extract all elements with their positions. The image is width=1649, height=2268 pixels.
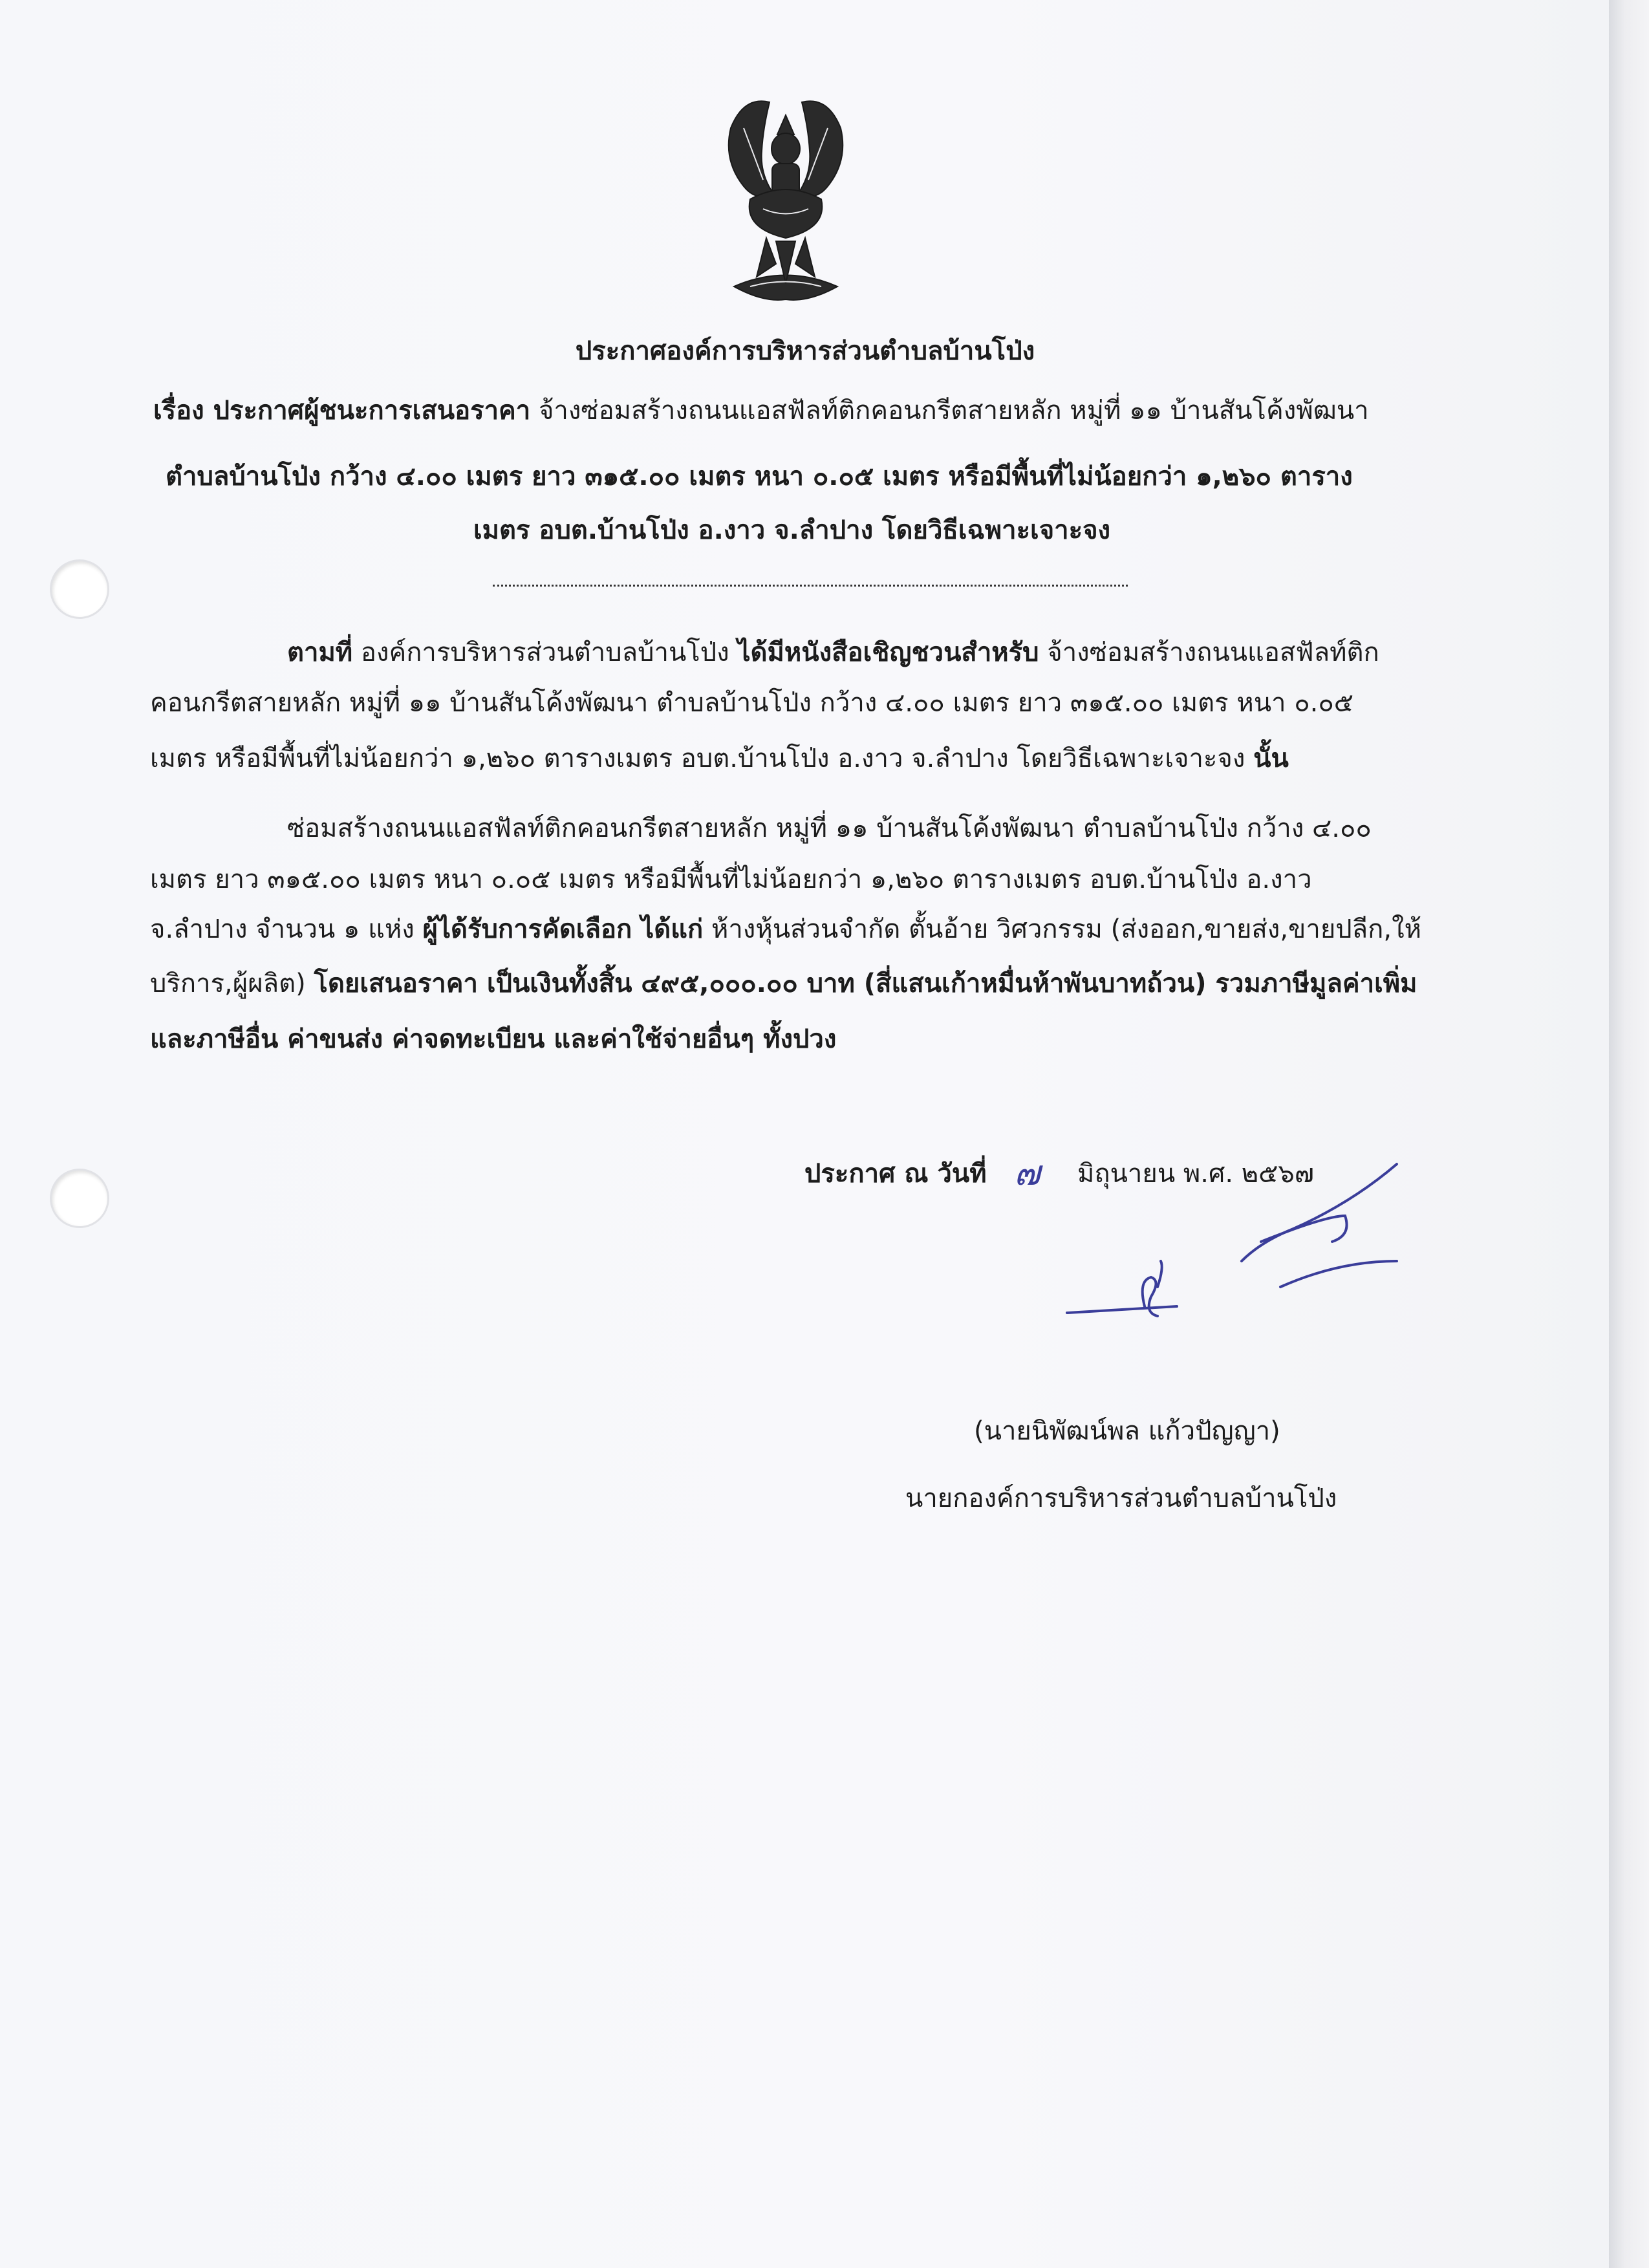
- p2-company-type: บริการ,ผู้ผลิต): [150, 969, 306, 999]
- punch-hole-bottom: [52, 1171, 107, 1226]
- subject-line-1-text: จ้างซ่อมสร้างถนนแอสฟัลท์ติกคอนกรีตสายหลัก หมู่ที่ ๑๑ บ้านสันโค้งพัฒนา: [538, 396, 1369, 426]
- p1-line-3-text: เมตร หรือมีพื้นที่ไม่น้อยกว่า ๑,๒๖๐ ตารางเมตร อบต.บ้านโป่ง อ.งาว จ.ลำปาง โดยวิธีเฉพาะเจาะจง: [150, 744, 1245, 773]
- paragraph-1-line-2: คอนกรีตสายหลัก หมู่ที่ ๑๑ บ้านสันโค้งพัฒนา ตำบลบ้านโป่ง กว้าง ๔.๐๐ เมตร ยาว ๓๑๕.๐๐ เมตร หนา ๐.๐๕: [150, 688, 1354, 718]
- paragraph-1-line-3: [150, 742, 1289, 775]
- p2-count: จ.ลำปาง จำนวน ๑ แห่ง: [150, 914, 415, 944]
- paragraph-2-line-5: และภาษีอื่น ค่าขนส่ง ค่าจดทะเบียน และค่าใช้จ่ายอื่นๆ ทั้งปวง: [150, 1024, 837, 1054]
- subject-line-1: [153, 394, 1369, 427]
- subject-label: เรื่อง ประกาศผู้ชนะการเสนอราคา: [153, 396, 531, 426]
- handwritten-day: ๗: [1014, 1152, 1040, 1193]
- subject-line-3: เมตร อบต.บ้านโป่ง อ.งาว จ.ลำปาง โดยวิธีเฉพาะเจาะจง: [473, 515, 1111, 545]
- punch-hole-top: [52, 561, 107, 617]
- p2-price: โดยเสนอราคา เป็นเงินทั้งสิ้น ๔๙๕,๐๐๐.๐๐ บาท (สี่แสนเก้าหมื่นห้าพันบาทถ้วน) รวมภาษีมูลค่าเพิ่ม: [314, 969, 1417, 999]
- p1-org: องค์การบริหารส่วนตำบลบ้านโป่ง: [360, 638, 729, 667]
- garuda-emblem-icon: [705, 89, 867, 319]
- paragraph-2-line-1: ซ่อมสร้างถนนแอสฟัลท์ติกคอนกรีตสายหลัก หมู่ที่ ๑๑ บ้านสันโค้งพัฒนา ตำบลบ้านโป่ง กว้าง ๔.๐๐: [287, 814, 1372, 843]
- signature-icon: [1048, 1151, 1410, 1339]
- p2-selected-label: ผู้ได้รับการคัดเลือก ได้แก่: [422, 914, 704, 944]
- p1-lead: ตามที่: [287, 638, 353, 667]
- page-edge-shadow: [1609, 0, 1649, 2268]
- p1-project: จ้างซ่อมสร้างถนนแอสฟัลท์ติก: [1047, 638, 1379, 667]
- p1-end: นั้น: [1253, 744, 1289, 773]
- paragraph-2-line-3: [150, 913, 1421, 945]
- announce-month-year: มิถุนายน พ.ศ. ๒๕๖๗: [1077, 1159, 1314, 1189]
- p1-invite: ได้มีหนังสือเชิญชวนสำหรับ: [737, 638, 1039, 667]
- document-title: ประกาศองค์การบริหารส่วนตำบลบ้านโป่ง: [575, 336, 1035, 366]
- p2-company: ห้างหุ้นส่วนจำกัด ตั้นอ้าย วิศวกรรม (ส่งออก,ขายส่ง,ขายปลีก,ให้: [711, 914, 1422, 944]
- paragraph-2-line-2: เมตร ยาว ๓๑๕.๐๐ เมตร หนา ๐.๐๕ เมตร หรือมีพื้นที่ไม่น้อยกว่า ๑,๒๖๐ ตารางเมตร อบต.บ้านโป่ง อ.งาว: [150, 865, 1312, 894]
- signer-name: (นายนิพัฒน์พล แก้วปัญญา): [974, 1416, 1280, 1446]
- title-divider: [493, 585, 1128, 587]
- announce-date: [804, 1158, 987, 1190]
- paragraph-2-line-4: [150, 967, 1417, 1000]
- signer-position: นายกองค์การบริหารส่วนตำบลบ้านโป่ง: [905, 1484, 1337, 1513]
- subject-line-2: ตำบลบ้านโป่ง กว้าง ๔.๐๐ เมตร ยาว ๓๑๕.๐๐ เมตร หนา ๐.๐๕ เมตร หรือมีพื้นที่ไม่น้อยกว่า ๑,๒๖๐ ตาราง: [166, 462, 1353, 491]
- paragraph-1-line-1: [287, 636, 1379, 669]
- announce-prefix: ประกาศ ณ วันที่: [804, 1159, 987, 1189]
